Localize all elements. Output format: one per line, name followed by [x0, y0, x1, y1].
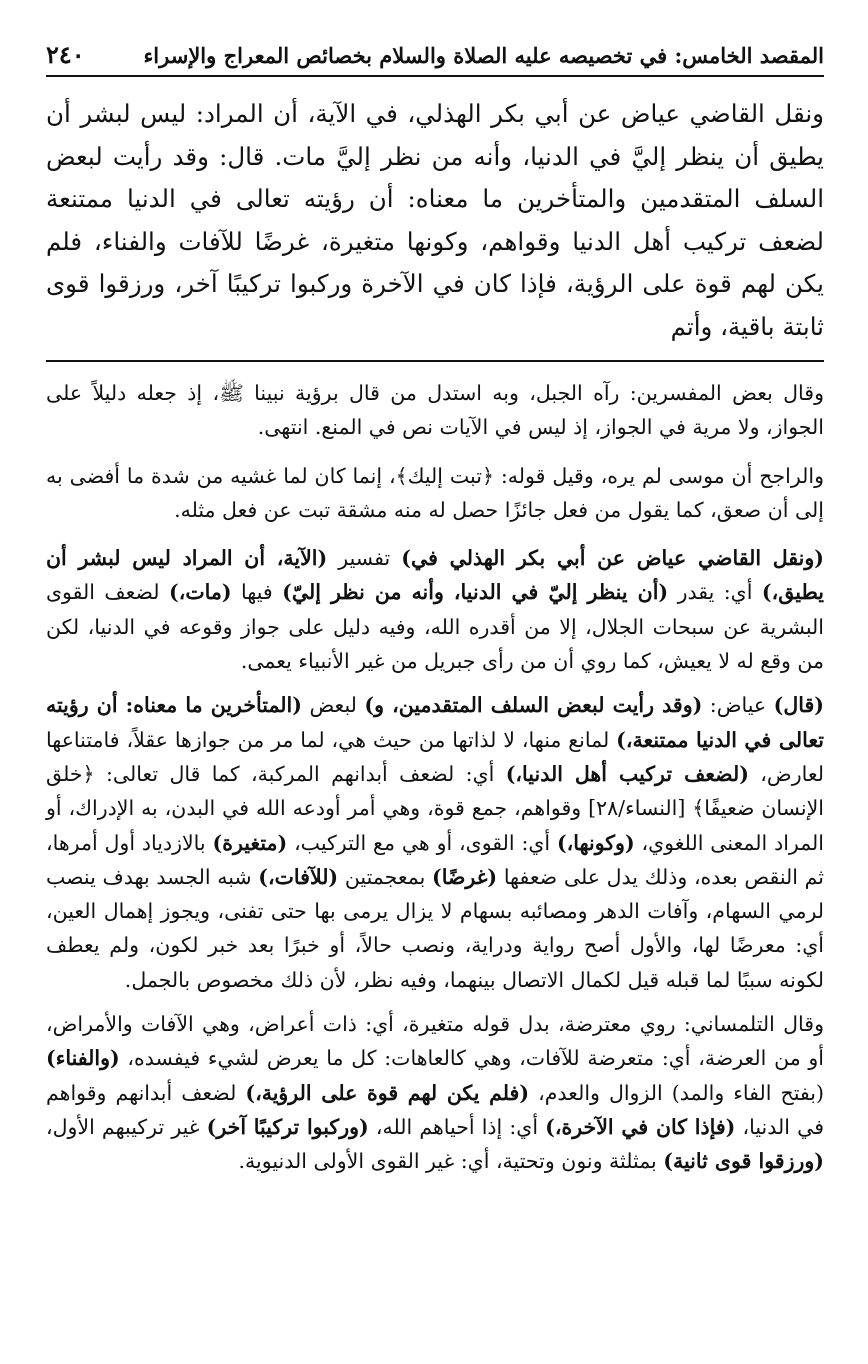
commentary [46, 376, 824, 1179]
quoted-text: (وركبوا تركيبًا آخر) [206, 1114, 369, 1139]
quoted-text: (الآية، أن المراد ليس لبشر أن يطيق،) [46, 546, 825, 605]
quoted-text: (أن ينظر إليّ في الدنيا، وأنه من نظر إليّ) [282, 580, 669, 605]
commentary-text: غير تركيبهم الأول، [46, 1114, 207, 1139]
commentary-text: تفسير [327, 546, 402, 571]
commentary-text: أي: القوى، أو هي مع التركيب، [287, 830, 557, 855]
quoted-text: (للآفات،) [258, 864, 339, 889]
running-header [46, 40, 824, 77]
page-number: ٢٤٠ [46, 40, 85, 69]
quoted-text: (متغيرة) [212, 830, 288, 855]
commentary-text: بالازدياد أول أمرها، ثم النقص بعده، وذلك يدل على ضعفها [46, 830, 824, 889]
commentary-text: (بفتح الفاء والمد) الزوال والعدم، [529, 1080, 825, 1105]
quoted-text: (المتأخرين ما معناه: أن رؤيته تعالى في الدنيا ممتنعة،) [46, 693, 824, 752]
commentary-text: عياض: [702, 693, 774, 718]
quoted-text: (والفناء) [46, 1046, 120, 1071]
commentary-text: بمعجمتين [338, 864, 433, 889]
commentary-paragraph-5 [46, 1007, 824, 1178]
commentary-text: لضعف القوى البشرية عن سبحات الجلال، إلا من أقدره الله، وفيه دليل على جواز وقوعه في الدنيا، لكن من وقع له لا يعيش، كما روي أن من رأى جبريل من غير الأنبياء يعمى. [46, 580, 824, 674]
quoted-text: (لضعف تركيب أهل الدنيا،) [505, 761, 749, 786]
main-text: ونقل القاضي عياض عن أبي بكر الهذلي، في الآية، أن المراد: ليس لبشر أن يطيق أن ينظر إليَّ في الدنيا، وأنه من نظر إليَّ مات. قال: وقد رأيت لبعض السلف المتقدمين والمتأخرين ما معناه: أن رؤيته تعالى في الدنيا ممتنعة لضعف تركيب أهل الدنيا وقواهم، وكونها متغيرة، غرضًا للآفات والفناء، فلم يكن لهم قوة على الرؤية، فإذا كان في الآخرة وركبوا تركيبًا آخر، ورزقوا قوى ثابتة باقية، وأتم [46, 99, 824, 341]
commentary-text: فيها [231, 580, 283, 605]
commentary-text: أي: يقدر [668, 580, 762, 605]
quoted-text: (فإذا كان في الآخرة،) [545, 1114, 736, 1139]
commentary-text: شبه الجسد بهدف ينصب لرمي السهام، وآفات الدهر ومصائبه بسهام لا يزال يرمى بها حتى تفنى، ويجوز إهمال العين، أي: معرضًا لها، والأول أصح رواية ودراية، ونصب حالاً، أو خبرًا بعد خبر لكون، ولم يعطف لكونه سببًا لما قبله قيل لكمال الاتصال بينهما، وفيه نظر، لأن ذلك مخصوص بالجمل. [46, 864, 824, 992]
quoted-text: (ونقل القاضي عياض عن أبي بكر الهذلي في) [401, 546, 824, 571]
commentary-text: لمانع منها، لا لذاتها من حيث هي، لما مر من جوازها عقلاً، فامتناعها لعارض، [46, 727, 824, 786]
commentary-paragraph-4 [46, 688, 824, 997]
commentary-text: وقال التلمساني: روي معترضة، بدل قوله متغيرة، أي: ذات أعراض، وهي الآفات والأمراض، أو من العرضة، أي: متعرضة للآفات، وهي كالعاهات: كل ما يعرض لشيء فيفسده، [46, 1012, 824, 1071]
quoted-text: (وكونها،) [556, 830, 635, 855]
commentary-text: أي: إذا أحياهم الله، [368, 1114, 546, 1139]
quoted-text: (وقد رأيت لبعض السلف المتقدمين، و) [364, 693, 703, 718]
commentary-paragraph-2: والراجح أن موسى لم يره، وقيل قوله: ﴿تبت إليك﴾، إنما كان لما غشيه من شدة ما أفضى به إلى أن صعق، كما يقول من فعل جائزًا حصل له منه مشقة تبت عن فعل مثله. [46, 463, 824, 522]
quoted-text: (ورزقوا قوى ثانية) [663, 1149, 824, 1174]
quoted-text: (فلم يكن لهم قوة على الرؤية،) [245, 1080, 530, 1105]
commentary-text: لبعض [301, 693, 365, 718]
commentary-paragraph-1: وقال بعض المفسرين: رآه الجبل، وبه استدل من قال برؤية نبينا ﷺ، إذ جعله دليلاً على الجواز، ولا مرية في الجواز، إذ ليس في الآيات نص في المنع. انتهى. [46, 381, 824, 440]
commentary-paragraph-3 [46, 541, 824, 678]
quoted-text: (مات،) [169, 580, 232, 605]
quoted-text: (غرضًا) [432, 864, 498, 889]
commentary-text: بمثلثة ونون وتحتية، أي: غير القوى الأولى الدنيوية. [238, 1149, 664, 1174]
footnote-divider [46, 360, 824, 362]
commentary-text: أي: لضعف أبدانهم المركبة، كما قال تعالى: ﴿خلق الإنسان ضعيفًا﴾ [النساء/٢٨] وقواهم، جمع قوة، وهي أمر أودعه الله في البدن، به الإدراك، أو المراد المعنى اللغوي، [46, 761, 825, 855]
quoted-text: (قال) [773, 693, 824, 718]
chapter-title: المقصد الخامس: في تخصيصه عليه الصلاة والسلام بخصائص المعراج والإسراء [143, 43, 824, 68]
commentary-text: لضعف أبدانهم وقواهم في الدنيا، [46, 1080, 824, 1139]
